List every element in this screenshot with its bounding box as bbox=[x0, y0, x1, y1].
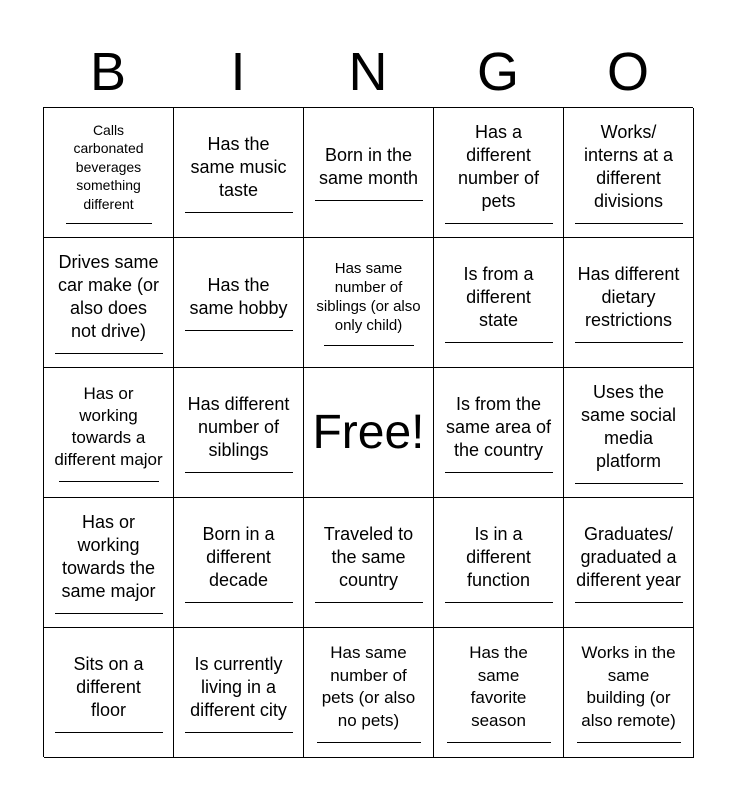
cell-text: Drives same car make (or also does not drive) bbox=[57, 252, 160, 341]
bingo-cell[interactable] bbox=[304, 628, 434, 758]
signature-line bbox=[185, 596, 293, 603]
bingo-cell[interactable] bbox=[564, 368, 694, 498]
signature-line bbox=[315, 596, 423, 603]
bingo-cell[interactable] bbox=[434, 368, 564, 498]
bingo-cell[interactable] bbox=[174, 628, 304, 758]
signature-line bbox=[185, 726, 293, 733]
bingo-cell[interactable] bbox=[174, 368, 304, 498]
signature-line bbox=[55, 607, 163, 614]
bingo-cell[interactable] bbox=[304, 238, 434, 368]
signature-line bbox=[55, 347, 163, 354]
cell-text: Has the same music taste bbox=[190, 133, 287, 200]
signature-line bbox=[575, 217, 683, 224]
signature-line bbox=[315, 194, 423, 201]
signature-line bbox=[185, 206, 293, 213]
free-space-cell[interactable] bbox=[304, 368, 434, 498]
bingo-cell[interactable] bbox=[174, 108, 304, 238]
bingo-cell[interactable] bbox=[434, 238, 564, 368]
bingo-cell[interactable] bbox=[44, 238, 174, 368]
bingo-cell[interactable] bbox=[44, 498, 174, 628]
bingo-cell[interactable] bbox=[304, 108, 434, 238]
cell-text: Works/ interns at a different divisions bbox=[583, 122, 674, 211]
cell-text: Born in a different decade bbox=[202, 523, 275, 590]
header-letter-b: B bbox=[89, 42, 127, 102]
signature-line bbox=[447, 736, 551, 743]
header-letter-i: I bbox=[230, 42, 246, 102]
cell-text: Has different number of siblings bbox=[187, 393, 290, 460]
cell-text: Is from the same area of the country bbox=[445, 393, 552, 460]
cell-text: Has or working towards the same major bbox=[61, 512, 156, 601]
signature-line bbox=[575, 596, 683, 603]
signature-line bbox=[445, 596, 553, 603]
bingo-cell[interactable] bbox=[44, 368, 174, 498]
cell-text: Uses the same social media platform bbox=[580, 382, 677, 471]
signature-line bbox=[575, 336, 683, 343]
bingo-cell[interactable] bbox=[174, 498, 304, 628]
bingo-cell[interactable] bbox=[434, 108, 564, 238]
cell-text: Sits on a different floor bbox=[73, 653, 144, 720]
header-letter-g: G bbox=[476, 42, 519, 102]
cell-text: Graduates/ graduated a different year bbox=[576, 523, 681, 590]
bingo-cell[interactable] bbox=[434, 498, 564, 628]
signature-line bbox=[317, 736, 421, 743]
bingo-cell[interactable] bbox=[304, 498, 434, 628]
signature-line bbox=[185, 466, 293, 473]
signature-line bbox=[324, 339, 414, 346]
bingo-cell[interactable] bbox=[44, 108, 174, 238]
signature-line bbox=[445, 466, 553, 473]
cell-text: Works in the same building (or also remote) bbox=[581, 643, 676, 730]
signature-line bbox=[55, 726, 163, 733]
cell-text: Born in the same month bbox=[318, 145, 419, 188]
bingo-cell[interactable] bbox=[564, 238, 694, 368]
signature-line bbox=[577, 736, 681, 743]
bingo-cell[interactable] bbox=[44, 628, 174, 758]
bingo-cell[interactable] bbox=[564, 628, 694, 758]
cell-text: Has a different number of pets bbox=[457, 122, 540, 211]
bingo-grid bbox=[43, 107, 693, 757]
header-letter-o: O bbox=[606, 42, 649, 102]
free-space-text: Free! bbox=[312, 405, 425, 459]
cell-text: Has the same favorite season bbox=[469, 643, 528, 730]
signature-line bbox=[66, 217, 152, 224]
bingo-cell[interactable] bbox=[564, 498, 694, 628]
cell-text: Calls carbonated beverages something different bbox=[73, 121, 144, 212]
cell-text: Is from a different state bbox=[463, 263, 534, 330]
cell-text: Is in a different function bbox=[466, 523, 531, 590]
signature-line bbox=[575, 477, 683, 484]
signature-line bbox=[445, 217, 553, 224]
signature-line bbox=[59, 475, 159, 482]
bingo-header bbox=[43, 38, 693, 106]
bingo-cell[interactable] bbox=[564, 108, 694, 238]
header-letter-n: N bbox=[348, 42, 388, 102]
cell-text: Traveled to the same country bbox=[323, 523, 414, 590]
bingo-cell[interactable] bbox=[434, 628, 564, 758]
cell-text: Is currently living in a different city bbox=[190, 653, 287, 720]
cell-text: Has same number of siblings (or also only child) bbox=[316, 260, 421, 334]
bingo-cell[interactable] bbox=[174, 238, 304, 368]
cell-text: Has same number of pets (or also no pets) bbox=[321, 643, 416, 730]
signature-line bbox=[185, 324, 293, 331]
cell-text: Has the same hobby bbox=[189, 275, 288, 318]
signature-line bbox=[445, 336, 553, 343]
cell-text: Has different dietary restrictions bbox=[577, 263, 680, 330]
cell-text: Has or working towards a different major bbox=[54, 384, 163, 469]
